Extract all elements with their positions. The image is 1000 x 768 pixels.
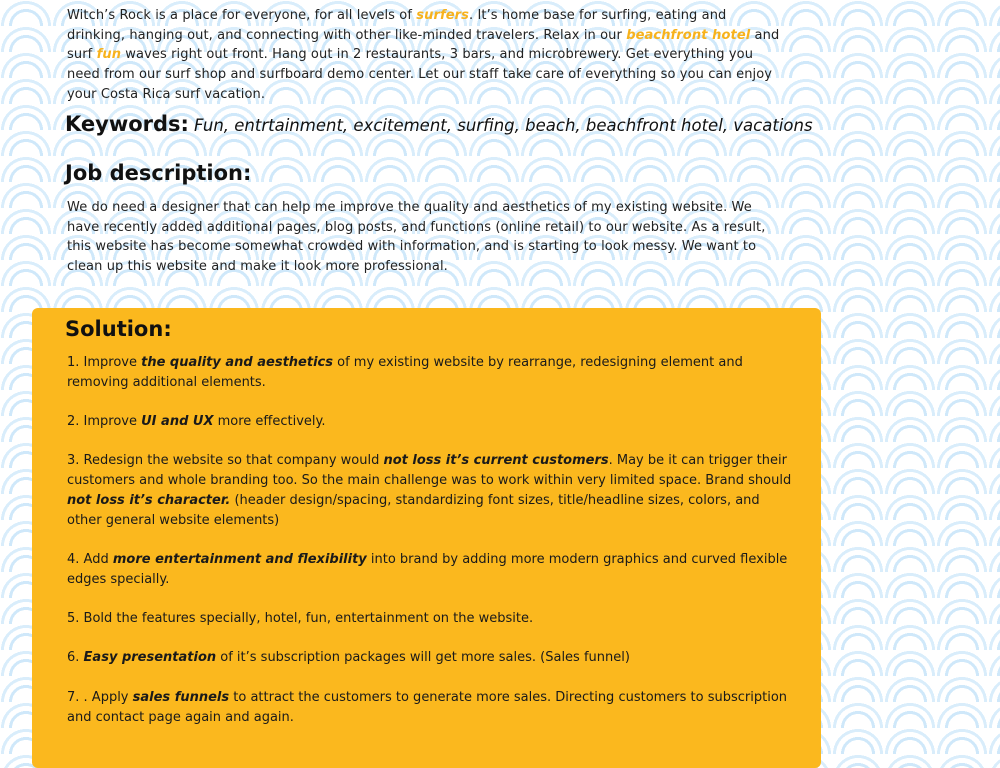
intro-text-2: . It’s home base for surfing, eating and drinking, hanging out, and connecting with other like-minded travelers. Relax in our bbox=[67, 8, 727, 43]
solution-heading: Solution: bbox=[65, 317, 172, 341]
solution-item-4: 4. Add more entertainment and flexibility into brand by adding more modern graphics and curved flexible edges specially. bbox=[67, 551, 788, 587]
solution-item-3: 3. Redesign the website so that company would not loss it’s current customers. May be it can trigger their customers and whole branding too. So the main challenge was to work within very limited space. Brand should not loss it’s character. (header design/spacing, standardizing font sizes, title/headline sizes, colors, and other general website elements) bbox=[67, 453, 792, 528]
solution-list bbox=[67, 353, 797, 747]
solution-item-7: 7. . Apply sales funnels to attract the customers to generate more sales. Directing customers to subscription and contact page again and again. bbox=[67, 689, 788, 725]
keywords-label: Keywords: bbox=[65, 112, 189, 136]
highlight-beachfront-hotel: beachfront hotel bbox=[626, 27, 751, 43]
highlight-surfers: surfers bbox=[416, 8, 469, 23]
solution-item-1: 1. Improve the quality and aesthetics of my existing website by rearrange, redesigning element and removing additional elements. bbox=[67, 355, 743, 390]
highlight-fun: fun bbox=[96, 47, 122, 63]
keywords-values: Fun, entrtainment, excitement, surfing, beach, beachfront hotel, vacations bbox=[194, 116, 813, 135]
solution-item-6: 6. Easy presentation of it’s subscription packages will get more sales. (Sales funnel) bbox=[67, 650, 630, 666]
keywords-line bbox=[65, 112, 813, 136]
job-description-text: We do need a designer that can help me improve the quality and aesthetics of my existing website. We have recently added additional pages, blog posts, and functions (online retail) to our website. As a result, this website has become somewhat crowded with information, and is starting to look messy. We want to clean up this website and make it look more professional. bbox=[67, 200, 766, 275]
solution-item-2: 2. Improve UI and UX more effectively. bbox=[67, 414, 326, 430]
intro-text-1: Witch’s Rock is a place for everyone, for all levels of bbox=[67, 8, 417, 23]
intro-text-4: waves right out front. Hang out in 2 restaurants, 3 bars, and microbrewery. Get everything you need from our surf shop and surfboard demo center. Let our staff take care of everything so you can enjoy your Costa Rica surf vacation. bbox=[67, 47, 773, 102]
intro-paragraph bbox=[67, 6, 787, 105]
intro-text-3: and surf bbox=[67, 27, 780, 63]
job-description-heading: Job description: bbox=[65, 161, 252, 185]
solution-item-5: 5. Bold the features specially, hotel, fun, entertainment on the website. bbox=[67, 611, 534, 627]
